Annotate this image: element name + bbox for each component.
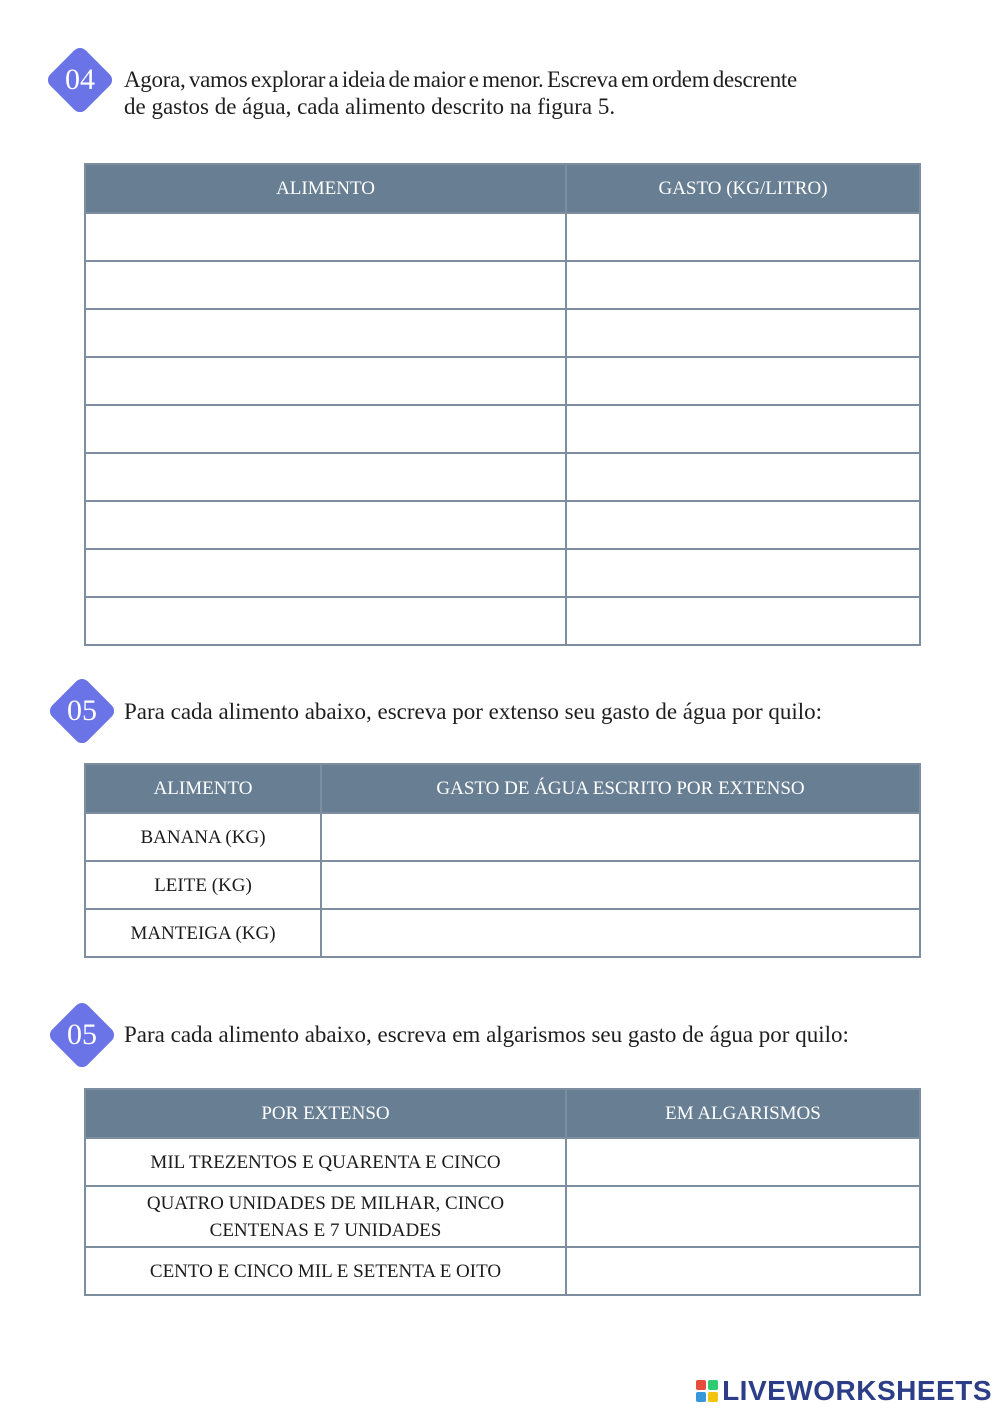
section-04-prompt-line-2: de gastos de água, cada alimento descrito na figura 5.	[124, 94, 616, 119]
answer-cell-alimento[interactable]	[85, 405, 566, 453]
answer-cell-gasto[interactable]	[566, 213, 920, 261]
section-04-prompt-line-1: Agora, vamos explorar a ideia de maior e menor. Escreva em ordem descrente	[124, 67, 797, 92]
section-05a-table	[84, 763, 921, 958]
answer-cell-alimento[interactable]	[85, 261, 566, 309]
liveworksheets-logo-icon	[696, 1380, 718, 1402]
section-04-table	[84, 163, 921, 646]
table-row	[85, 861, 920, 909]
table-row	[85, 909, 920, 957]
food-label: LEITE (KG)	[85, 861, 321, 909]
answer-cell-gasto[interactable]	[566, 309, 920, 357]
header-por-extenso: POR EXTENSO	[85, 1089, 566, 1138]
answer-cell-algarismos[interactable]	[566, 1186, 920, 1247]
section-05b-prompt: Para cada alimento abaixo, escreva em algarismos seu gasto de água por quilo:	[124, 1022, 849, 1047]
header-gasto: GASTO (KG/LITRO)	[566, 164, 920, 213]
answer-cell-algarismos[interactable]	[566, 1138, 920, 1186]
answer-cell-gasto[interactable]	[566, 453, 920, 501]
table-row	[85, 813, 920, 861]
section-05a-number: 05	[67, 694, 97, 727]
table-row	[85, 309, 920, 357]
answer-cell-extenso[interactable]	[321, 861, 920, 909]
food-label: MANTEIGA (KG)	[85, 909, 321, 957]
answer-cell-gasto[interactable]	[566, 357, 920, 405]
section-05b-table	[84, 1088, 921, 1296]
answer-cell-gasto[interactable]	[566, 405, 920, 453]
liveworksheets-logo-text: LIVEWORKSHEETS	[722, 1375, 992, 1406]
food-label: BANANA (KG)	[85, 813, 321, 861]
table-row	[85, 549, 920, 597]
header-alimento: ALIMENTO	[85, 764, 321, 813]
answer-cell-alimento[interactable]	[85, 357, 566, 405]
answer-cell-algarismos[interactable]	[566, 1247, 920, 1295]
answer-cell-alimento[interactable]	[85, 213, 566, 261]
table-row	[85, 261, 920, 309]
section-05a-prompt: Para cada alimento abaixo, escreva por extenso seu gasto de água por quilo:	[124, 699, 823, 724]
header-gasto-extenso: GASTO DE ÁGUA ESCRITO POR EXTENSO	[321, 764, 920, 813]
table-row	[85, 357, 920, 405]
table-row	[85, 597, 920, 645]
header-alimento: ALIMENTO	[85, 164, 566, 213]
answer-cell-alimento[interactable]	[85, 309, 566, 357]
number-words-label: QUATRO UNIDADES DE MILHAR, CINCO CENTENAS E 7 UNIDADES	[85, 1186, 566, 1247]
table-row	[85, 1247, 920, 1295]
table-row	[85, 405, 920, 453]
number-words-label: CENTO E CINCO MIL E SETENTA E OITO	[85, 1247, 566, 1295]
liveworksheets-logo	[696, 1376, 992, 1406]
answer-cell-alimento[interactable]	[85, 549, 566, 597]
section-04-prompt	[124, 66, 797, 120]
header-em-algarismos: EM ALGARISMOS	[566, 1089, 920, 1138]
answer-cell-extenso[interactable]	[321, 909, 920, 957]
table-row	[85, 501, 920, 549]
answer-cell-gasto[interactable]	[566, 597, 920, 645]
answer-cell-alimento[interactable]	[85, 453, 566, 501]
table-row	[85, 213, 920, 261]
answer-cell-alimento[interactable]	[85, 501, 566, 549]
number-words-label: MIL TREZENTOS E QUARENTA E CINCO	[85, 1138, 566, 1186]
table-row	[85, 453, 920, 501]
section-05b-number: 05	[67, 1018, 97, 1051]
table-row	[85, 1186, 920, 1247]
answer-cell-gasto[interactable]	[566, 549, 920, 597]
answer-cell-alimento[interactable]	[85, 597, 566, 645]
section-04-number: 04	[65, 63, 95, 96]
answer-cell-extenso[interactable]	[321, 813, 920, 861]
answer-cell-gasto[interactable]	[566, 261, 920, 309]
answer-cell-gasto[interactable]	[566, 501, 920, 549]
table-row	[85, 1138, 920, 1186]
